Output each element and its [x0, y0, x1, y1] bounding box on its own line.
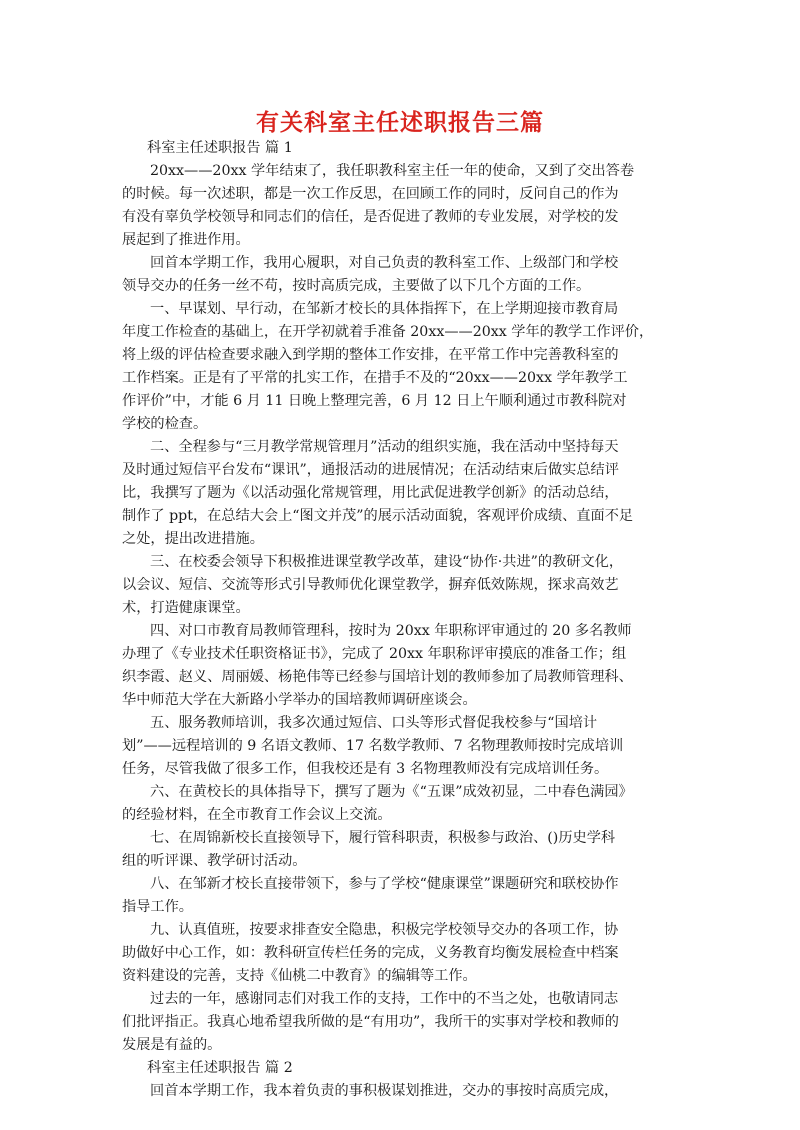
text-line: 任务，尽管我做了很多工作，但我校还是有 3 名物理教师没有完成培训任务。 — [122, 761, 609, 777]
text-line: 以会议、短信、交流等形式引导教师优化课堂教学，摒弃低效陈规，探求高效艺 — [122, 577, 619, 593]
text-line: 办理了《专业技术任职资格证书》，完成了 20xx 年职称评审摸底的准备工作；组 — [122, 646, 627, 662]
text-line: 助做好中心工作，如：教科研宣传栏任务的完成，义务教育均衡发展检查中档案 — [122, 945, 619, 961]
text-line: 九、认真值班，按要求排查安全隐患，积极完学校领导交办的各项工作，协 — [150, 922, 619, 938]
text-line: 作评价”中，才能 6 月 11 日晚上整理完善，6 月 12 日上午顺利通过市教科院对 — [122, 393, 627, 409]
text-line: 七、在周锦新校长直接领导下，履行管科职责，积极参与政治、()历史学科 — [150, 830, 616, 846]
text-line: 发展是有益的。 — [122, 1037, 222, 1053]
text-line: 的经验材料，在全市教育工作会议上交流。 — [122, 807, 392, 823]
text-line: 们批评指正。我真心地希望我所做的是“有用功”，我所干的实事对学校和教师的 — [122, 1014, 619, 1030]
text-line: 之处，提出改进措施。 — [122, 531, 264, 547]
text-line: 八、在邹新才校长直接带领下，参与了学校“健康课堂”课题研究和联校协作 — [150, 876, 619, 892]
text-line: 工作档案。正是有了平常的扎实工作，在措手不及的“20xx——20xx 学年教学工 — [122, 370, 628, 386]
text-line: 及时通过短信平台发布“课讯”，通报活动的进展情况；在活动结束后做实总结评 — [122, 462, 619, 478]
text-line: 年度工作检查的基础上，在开学初就着手准备 20xx——20xx 学年的教学工作评价， — [122, 324, 654, 340]
text-line: 三、在校委会领导下积极推进课堂教学改革，建设“协作·共进”的教研文化， — [150, 554, 624, 570]
text-line: 过去的一年，感谢同志们对我工作的支持，工作中的不当之处，也敬请同志 — [150, 991, 619, 1007]
text-line: 的时候。每一次述职，都是一次工作反思，在回顾工作的同时，反问自己的作为 — [122, 186, 619, 202]
text-line: 二、全程参与“三月教学常规管理月”活动的组织实施，我在活动中坚持每天 — [150, 439, 619, 455]
text-line: 展起到了推进作用。 — [122, 232, 250, 248]
text-line: 20xx——20xx 学年结束了，我任职教科室主任一年的使命，又到了交出答卷 — [150, 163, 635, 179]
text-line: 四、对口市教育局教师管理科，按时为 20xx 年职称评审通过的 20 多名教师 — [150, 623, 632, 639]
text-line: 五、服务教师培训，我多次通过短信、口头等形式督促我校参与“国培计 — [150, 715, 598, 731]
text-line: 将上级的评估检查要求融入到学期的整体工作安排，在平常工作中完善教科室的 — [122, 347, 619, 363]
text-line: 华中师范大学在大新路小学举办的国培教师调研座谈会。 — [122, 692, 477, 708]
text-line: 资料建设的完善，支持《仙桃二中教育》的编辑等工作。 — [122, 968, 477, 984]
text-line: 学校的检查。 — [122, 416, 208, 432]
text-line: 术，打造健康课堂。 — [122, 600, 250, 616]
document-body — [122, 137, 678, 1103]
text-line: 织李霞、赵义、周丽媛、杨艳伟等已经参与国培计划的教师参加了局教师管理科、 — [122, 669, 633, 685]
section-heading: 科室主任述职报告 篇 1 — [147, 140, 293, 156]
text-line: 领导交办的任务一丝不苟，按时高质完成，主要做了以下几个方面的工作。 — [122, 278, 591, 294]
text-line: 划”——远程培训的 9 名语文教师、17 名数学教师、7 名物理教师按时完成培训 — [122, 738, 624, 754]
document-title: 有关科室主任述职报告三篇 — [256, 110, 544, 136]
text-line: 回首本学期工作，我用心履职，对自己负责的教科室工作、上级部门和学校 — [150, 255, 619, 271]
section-heading: 科室主任述职报告 篇 2 — [147, 1060, 293, 1076]
text-line: 有没有辜负学校领导和同志们的信任，是否促进了教师的专业发展，对学校的发 — [122, 209, 619, 225]
text-line: 指导工作。 — [122, 899, 193, 915]
text-line: 回首本学期工作，我本着负责的事积极谋划推进，交办的事按时高质完成， — [150, 1083, 619, 1099]
text-line: 一、早谋划、早行动，在邹新才校长的具体指挥下，在上学期迎接市教育局 — [150, 301, 619, 317]
text-line: 组的听评课、教学研讨活动。 — [122, 853, 307, 869]
text-line: 六、在黄校长的具体指导下，撰写了题为《“五课”成效初显，二中春色满园》 — [150, 784, 633, 800]
text-line: 比，我撰写了题为《以活动强化常规管理，用比武促进教学创新》的活动总结， — [122, 485, 619, 501]
text-line: 制作了 ppt，在总结大会上“图文并茂”的展示活动面貌，客观评价成绩、直面不足 — [122, 508, 634, 524]
